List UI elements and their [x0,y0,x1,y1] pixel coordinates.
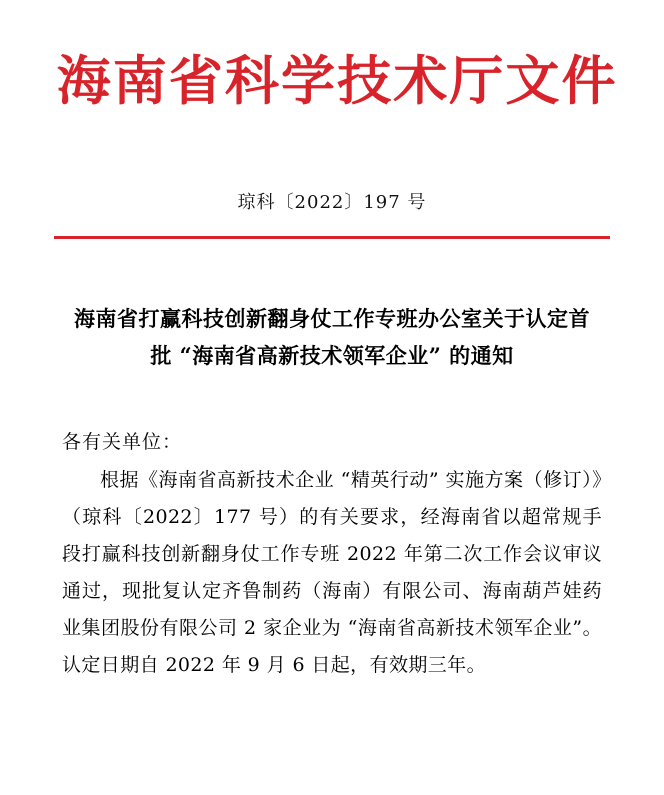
document-salutation: 各有关单位： [62,430,183,453]
document-header-title: 海南省科学技术厅文件 [56,50,618,112]
document-paragraph: 根据《海南省高新技术企业 “精英行动” 实施方案（修订）》（琼科〔2022〕177 号）的有关要求，经海南省以超常规手段打赢科技创新翻身仗工作专班 2022 年第二次工作会议审议通过，现批复认定齐鲁制药（海南）有限公司、海南葫芦娃药业集团股份有限公司 2 家企业为 “海南省高新技术领军企业”。认定日期自 2022 年 9 月 6 日起，有效期三年。 [62,468,602,677]
document-title: 海南省打赢科技创新翻身仗工作专班办公室关于认定首批 “海南省高新技术领军企业” 的通知 [74,306,590,369]
document-number: 琼科〔2022〕197 号 [237,192,427,214]
document-page [0,52,664,795]
red-divider-rule [54,236,610,239]
